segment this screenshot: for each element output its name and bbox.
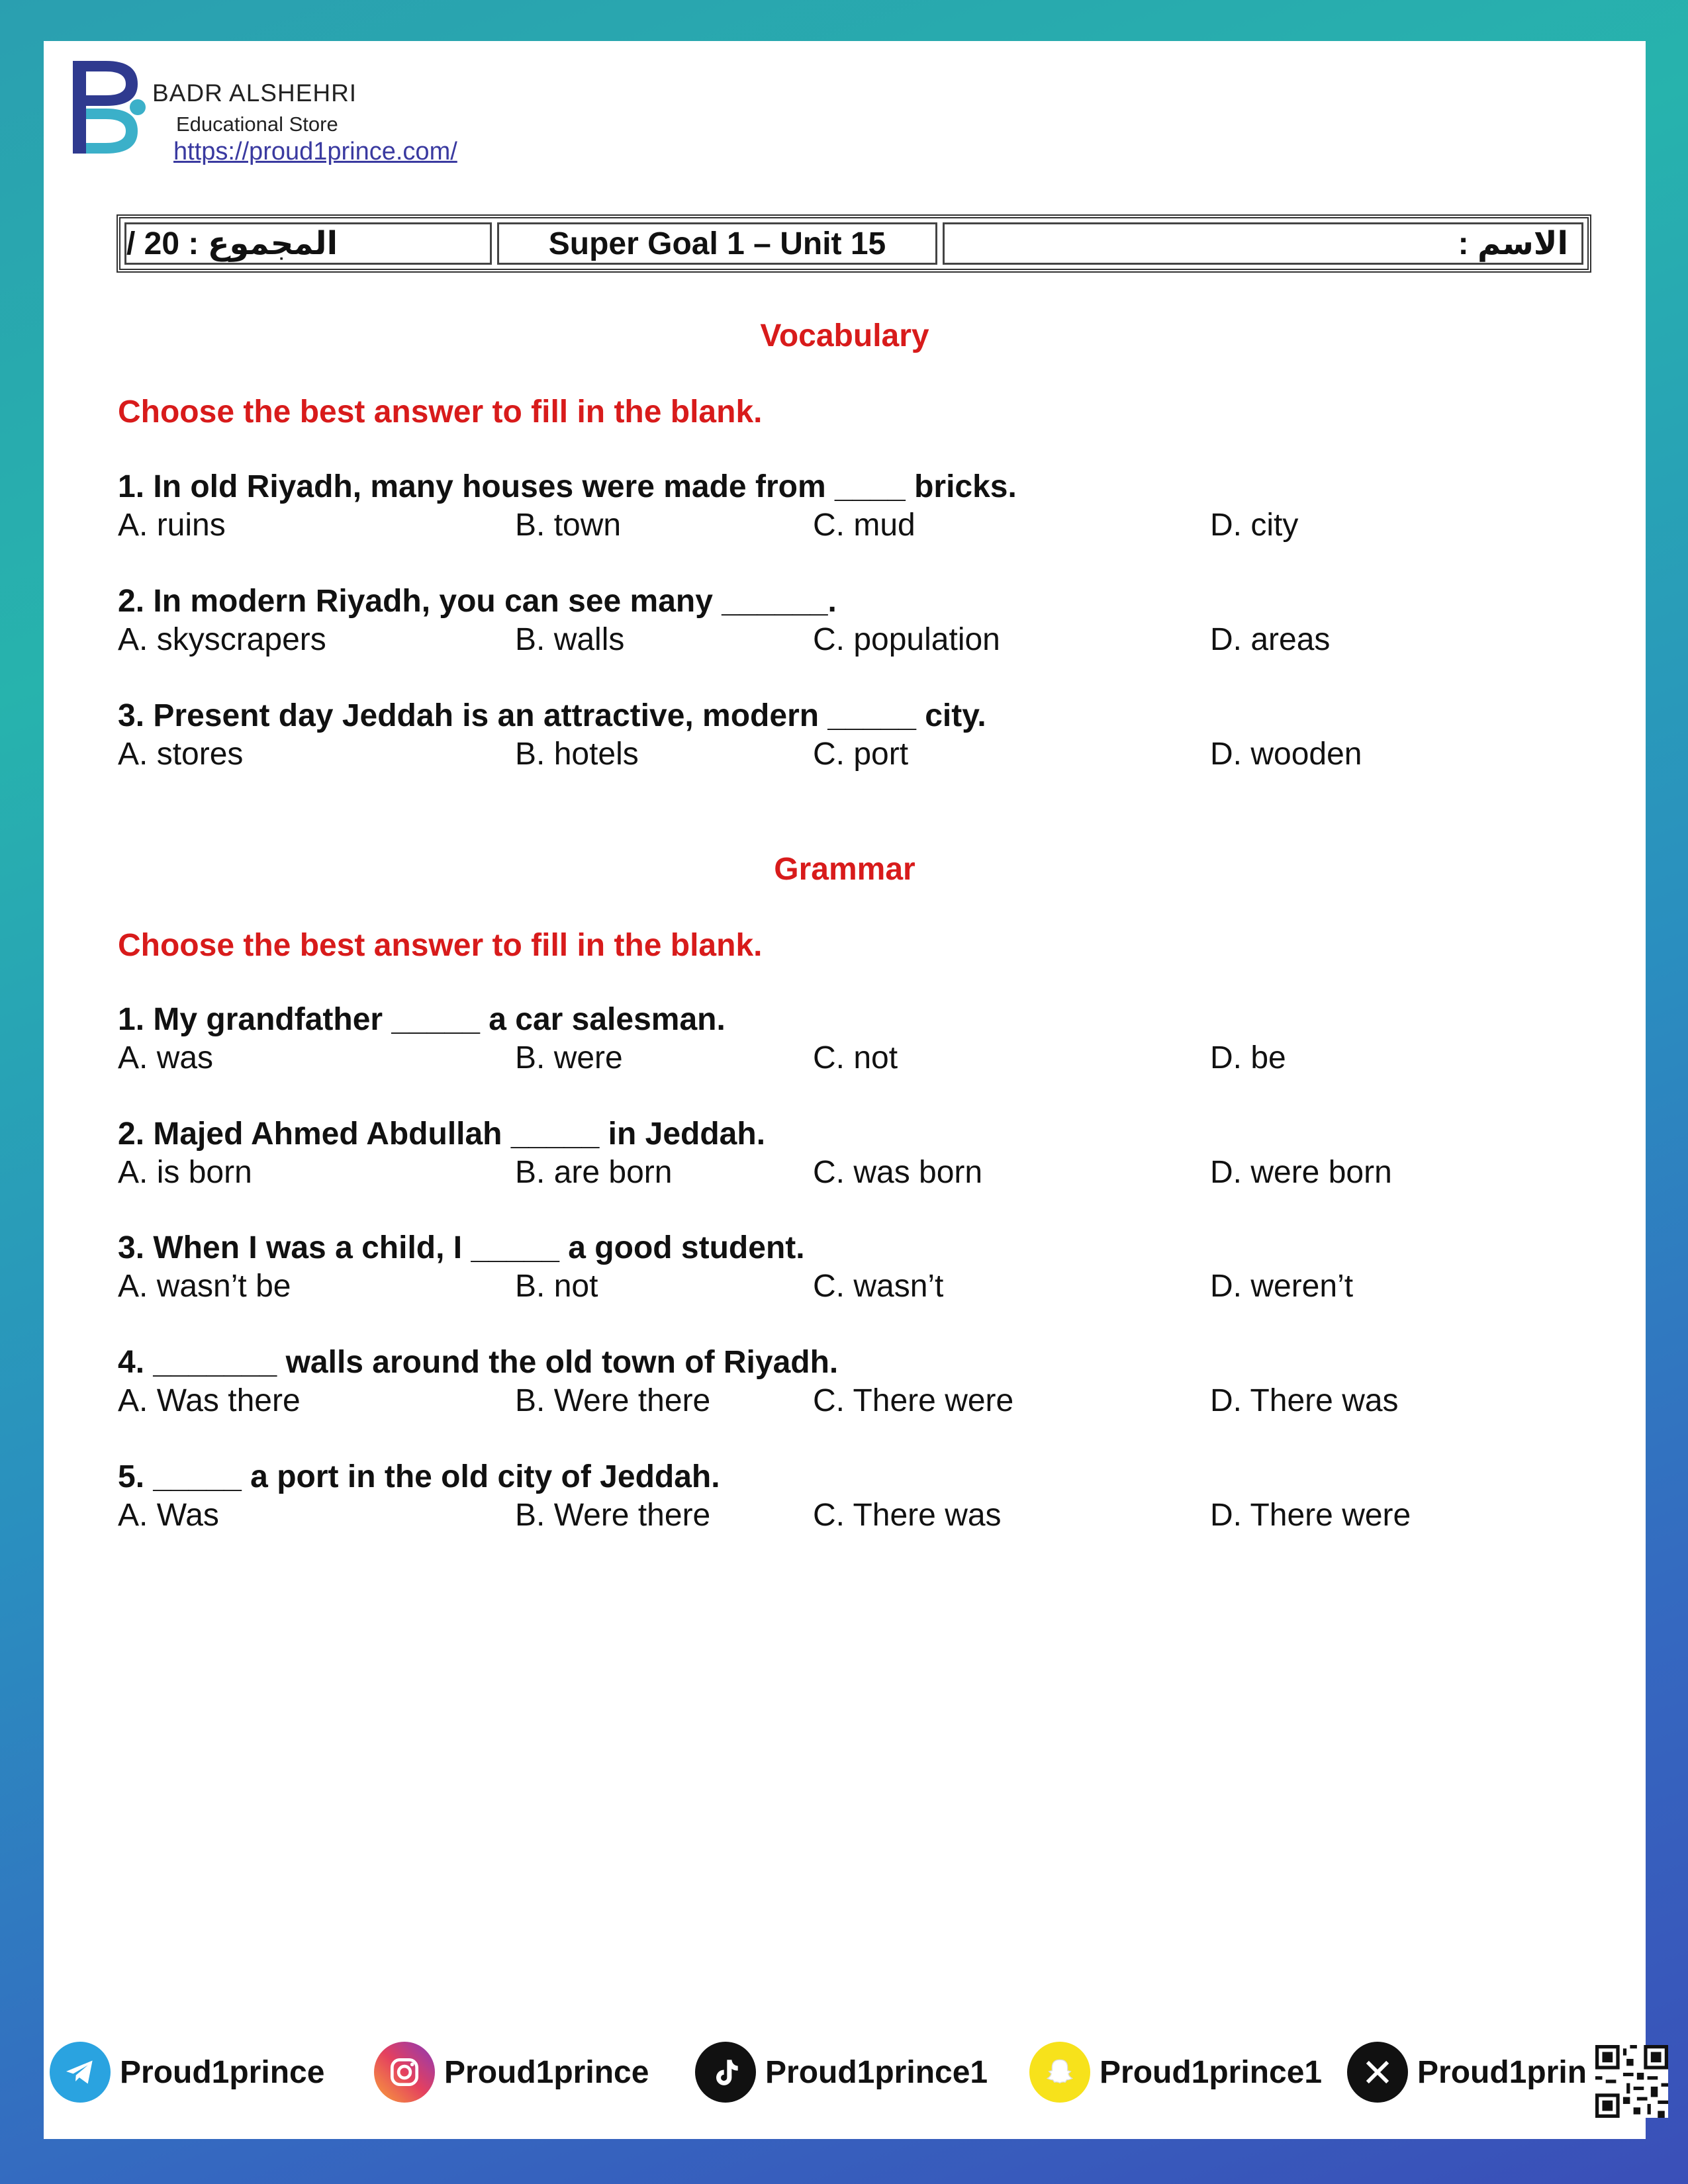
worksheet-page [44,41,1646,2139]
option-d[interactable]: D. be [1210,1040,1286,1075]
social-snapchat[interactable] [1029,2042,1322,2103]
grammar-heading: Grammar [774,852,915,887]
brand-name: BADR ALSHEHRI [152,79,357,107]
question-text: 2. In modern Riyadh, you can see many ______. [118,584,837,619]
social-handle: Proud1prince [120,2054,325,2090]
social-tiktok[interactable] [695,2042,988,2103]
question-text: 1. In old Riyadh, many houses were made from ____ bricks. [118,469,1017,504]
option-c[interactable]: C. wasn’t [813,1269,944,1304]
option-b[interactable]: B. hotels [515,737,639,772]
option-a[interactable]: A. Was [118,1498,219,1533]
social-x[interactable] [1347,2042,1587,2103]
option-b[interactable]: B. walls [515,622,625,657]
snapchat-icon [1029,2042,1090,2103]
option-c[interactable]: C. population [813,622,1000,657]
brand-subtitle: Educational Store [176,113,338,136]
social-handle: Proud1prince1 [765,2054,988,2090]
option-c[interactable]: C. port [813,737,909,772]
option-b[interactable]: B. Were there [515,1498,711,1533]
brand-url-link[interactable]: https://proud1prince.com/ [173,138,457,165]
option-a[interactable]: A. ruins [118,508,226,543]
question-text: 2. Majed Ahmed Abdullah _____ in Jeddah. [118,1116,766,1152]
vocabulary-instruction: Choose the best answer to fill in the blank. [118,394,763,430]
brand-logo[interactable] [60,54,536,167]
option-b[interactable]: B. are born [515,1155,673,1190]
option-c[interactable]: C. not [813,1040,898,1075]
worksheet-header [117,214,1591,273]
option-d[interactable]: D. There was [1210,1383,1399,1418]
option-b[interactable]: B. were [515,1040,623,1075]
option-c[interactable]: C. mud [813,508,915,543]
answer-options [118,1382,1587,1420]
brand-logo-icon [60,54,146,160]
telegram-icon [50,2042,111,2103]
vocab-question-2 [118,582,1587,659]
answer-options [118,1496,1587,1535]
option-a[interactable]: A. wasn’t be [118,1269,291,1304]
social-telegram[interactable] [50,2042,324,2103]
question-text: 3. When I was a child, I _____ a good student. [118,1230,805,1265]
option-a[interactable]: A. was [118,1040,214,1075]
tiktok-icon [695,2042,756,2103]
vocab-question-3 [118,697,1587,774]
social-handle: Proud1prince1 [1100,2054,1323,2090]
option-d[interactable]: D. There were [1210,1498,1411,1533]
option-a[interactable]: A. is born [118,1155,252,1190]
grammar-instruction: Choose the best answer to fill in the blank. [118,928,763,963]
social-handle: Proud1prin [1417,2054,1587,2090]
option-b[interactable]: B. not [515,1269,598,1304]
answer-options [118,506,1587,545]
question-text: 5. _____ a port in the old city of Jeddah. [118,1459,720,1494]
total-score-field: المجموع : 20 / [124,222,492,265]
social-footer [0,2042,1688,2121]
option-a[interactable]: A. Was there [118,1383,301,1418]
vocab-question-1 [118,468,1587,545]
option-b[interactable]: B. town [515,508,622,543]
qr-code-icon[interactable] [1595,2045,1668,2118]
vocabulary-heading: Vocabulary [760,318,929,353]
option-c[interactable]: C. There was [813,1498,1002,1533]
worksheet-title: Super Goal 1 – Unit 15 [497,222,937,265]
answer-options [118,621,1587,659]
student-name-field[interactable]: الاسم : [943,222,1583,265]
grammar-question-4 [118,1343,1587,1420]
grammar-question-2 [118,1115,1587,1192]
answer-options [118,1039,1587,1077]
question-text: 4. _______ walls around the old town of Riyadh. [118,1345,839,1380]
option-d[interactable]: D. weren’t [1210,1269,1354,1304]
answer-options [118,735,1587,774]
grammar-question-3 [118,1229,1587,1306]
question-text: 3. Present day Jeddah is an attractive, modern _____ city. [118,698,986,733]
option-d[interactable]: D. areas [1210,622,1331,657]
instagram-icon [374,2042,435,2103]
social-handle: Proud1prince [444,2054,649,2090]
grammar-question-5 [118,1458,1587,1535]
option-a[interactable]: A. stores [118,737,244,772]
option-d[interactable]: D. city [1210,508,1299,543]
option-b[interactable]: B. Were there [515,1383,711,1418]
option-d[interactable]: D. wooden [1210,737,1362,772]
answer-options [118,1267,1587,1306]
option-c[interactable]: C. There were [813,1383,1014,1418]
grammar-question-1 [118,1001,1587,1077]
option-a[interactable]: A. skyscrapers [118,622,326,657]
option-c[interactable]: C. was born [813,1155,983,1190]
social-instagram[interactable] [374,2042,649,2103]
answer-options [118,1154,1587,1192]
option-d[interactable]: D. were born [1210,1155,1392,1190]
question-text: 1. My grandfather _____ a car salesman. [118,1002,726,1037]
x-icon [1347,2042,1408,2103]
